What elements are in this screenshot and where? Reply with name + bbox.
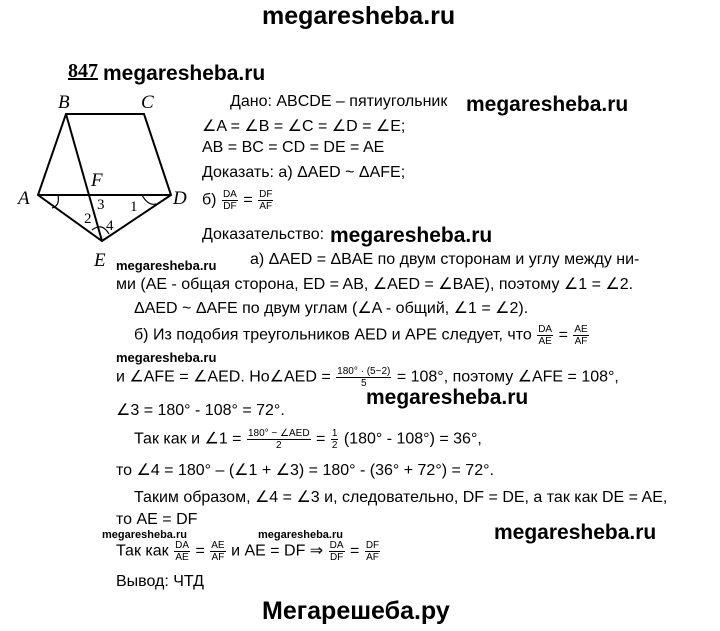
part-b-line-2: и ∠AFE = ∠AED. Но∠AED = $\frac{180^\circ \cdot (5-2)}{5}$ = 108°, поэтому ∠AFE = 108°,: [116, 366, 619, 389]
part-a-line-2: ми (AE - общая сторона, ED = AB, ∠AED = ∠BAE), поэтому ∠1 = ∠2.: [116, 276, 634, 293]
watermark-right-2: megaresheba.ru: [494, 521, 657, 544]
part-b-line-6: Таким образом, ∠4 = ∠3 и, следовательно, DF = DE, а так как DE = AE,: [134, 489, 668, 506]
given-line-1: Дано: ABCDE – пятиугольник: [230, 93, 448, 110]
label-a: A: [18, 188, 30, 209]
part-b-line-4: Так как и ∠1 = $\frac{\text{180° − ∠AED}}{2}$ = $\frac{1}{2}$ (180° - 108°) = 36°,: [134, 428, 482, 451]
prove-line-2: б) $\frac{DA}{DF}$ = $\frac{DF}{AF}$: [202, 189, 273, 212]
watermark-after-proof: megaresheba.ru: [330, 224, 493, 247]
part-b-line-5: то ∠4 = 180° – (∠1 + ∠3) = 180° - (36° + 72°) = 72°.: [116, 462, 494, 479]
label-b: B: [58, 92, 70, 113]
part-a-line-1: а) ΔAED = ΔBAE по двум сторонам и углу между ни-: [250, 251, 640, 268]
watermark-mid-2: megaresheba.ru: [366, 386, 529, 409]
angle-arc-d: [142, 195, 156, 204]
proof-heading: Доказательство:: [202, 226, 325, 243]
watermark-bottom: Мегарешеба.ру: [262, 597, 450, 625]
watermark-right-1: megaresheba.ru: [466, 93, 629, 116]
conclusion-line: Вывод: ЧТД: [116, 573, 205, 590]
given-line-3: AB = BC = CD = DE = AE: [202, 139, 385, 156]
angle-label-1: 1: [130, 199, 138, 215]
part-b-line-1: б) Из подобия треугольников AED и APE следует, что $\frac{DA}{AE}$ = $\frac{AE}{AF}$: [134, 324, 588, 347]
angle-label-3: 3: [97, 197, 105, 213]
pentagon-outline: [38, 114, 171, 241]
watermark-top: megaresheba.ru: [262, 2, 456, 30]
angle-label-2: 2: [84, 211, 92, 227]
label-d: D: [173, 188, 187, 209]
watermark-small-1: megaresheba.ru: [116, 258, 217, 273]
problem-number: 847: [68, 60, 98, 82]
watermark-beside-number: megaresheba.ru: [103, 62, 266, 85]
given-line-2: ∠A = ∠B = ∠C = ∠D = ∠E;: [202, 118, 406, 135]
label-c: C: [141, 92, 154, 113]
part-b-line-3: ∠3 = 180° - 108° = 72°.: [116, 402, 285, 419]
angle-label-4: 4: [106, 218, 114, 234]
part-a-line-3: ΔAED ~ ΔAFE по двум углам (∠A - общий, ∠1 = ∠2).: [134, 300, 529, 317]
watermark-small-2: megaresheba.ru: [116, 350, 217, 365]
part-b-line-7: то AE = DF: [116, 511, 198, 528]
label-e: E: [94, 250, 106, 268]
watermark-small-3: megaresheba.ru: [102, 529, 187, 541]
pentagon-figure: [14, 88, 214, 268]
prove-line-1: Доказать: а) ΔAED ~ ΔAFE;: [202, 164, 406, 181]
part-b-line-8: Так как $\frac{DA}{AE}$ = $\frac{AE}{AF}$ и AE = DF ⇒ $\frac{DA}{DF}$ = $\frac{DF}{AF}$: [116, 540, 380, 563]
label-f: F: [91, 170, 103, 191]
watermark-small-4: megaresheba.ru: [258, 529, 343, 541]
